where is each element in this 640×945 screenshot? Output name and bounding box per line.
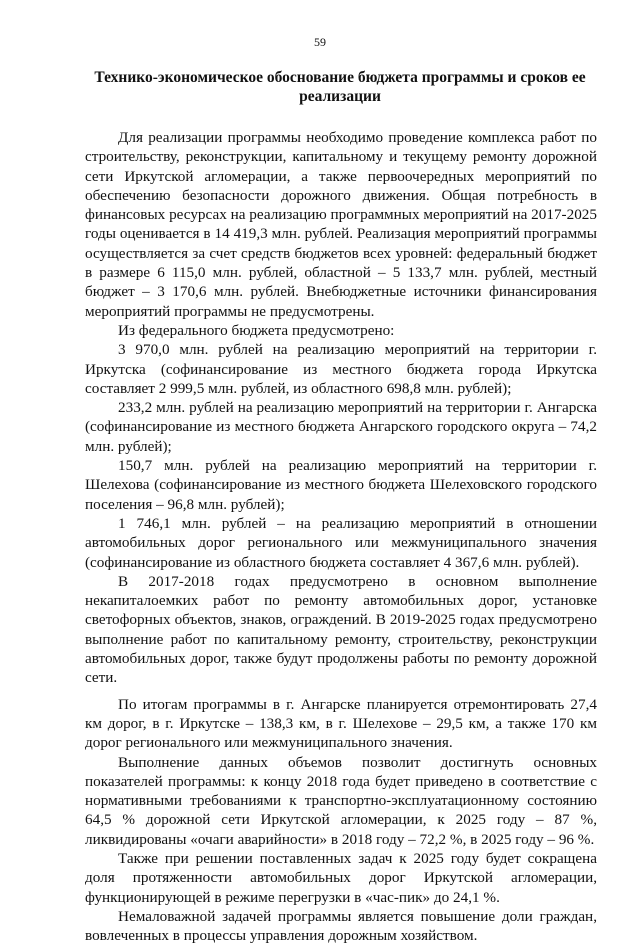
paragraph-angarsk-funding: 233,2 млн. рублей на реализацию мероприятий на территории г. Ангарска (софинансирование из местного бюджета Ангарского городского округа – 74,2 млн. рублей); — [85, 399, 597, 455]
paragraph-irkutsk-funding: 3 970,0 млн. рублей на реализацию мероприятий на территории г. Иркутска (софинансирование из местного бюджета города Иркутска составляет 2 999,5 млн. рублей, из областного 698,8 млн. рублей); — [85, 341, 597, 397]
document-title: Технико-экономическое обоснование бюджета программы и сроков ее реализации — [94, 69, 586, 105]
paragraph-shelekhov-funding: 150,7 млн. рублей на реализацию мероприятий на территории г. Шелехова (софинансирование из местного бюджета Шелеховского городского поселения – 96,8 млн. рублей); — [85, 457, 597, 513]
paragraph-funding-overview: Для реализации программы необходимо проведение комплекса работ по строительству, реконструкции, капитальному и текущему ремонту дорожной сети Иркутской агломерации, а также первоочередных мероприятий по обеспечению безопасности дорожного движения. Общая потребность в финансовых ресурсах на реализацию программных мероприятий на 2017-2025 годы оценивается в 14 419,3 млн. рублей. Реализация мероприятий программы осуществляется за счет средств бюджетов всех уровней: федеральный бюджет в размере 6 115,0 млн. рублей, областной – 5 133,7 млн. рублей, местный бюджет – 3 170,6 млн. рублей. Внебюджетные источники финансирования мероприятий программы не предусмотрены. — [85, 129, 597, 320]
paragraph-work-schedule: В 2017-2018 годах предусмотрено в основном выполнение некапиталоемких работ по ремонту автомобильных дорог, установке светофорных объектов, знаков, ограждений. В 2019-2025 годах предусмотрено выполнение работ по капитальному ремонту, строительству, реконструкции автомобильных дорог, также будут продолжены работы по ремонту дорожной сети. — [85, 572, 597, 687]
paragraph-federal-intro: Из федерального бюджета предусмотрено: — [118, 321, 395, 339]
paragraph-regional-roads-funding: 1 746,1 млн. рублей – на реализацию мероприятий в отношении автомобильных дорог регионального или межмуниципального значения (софинансирование из областного бюджета составляет 4 367,6 млн. рублей). — [85, 514, 597, 571]
paragraph-congestion-reduction: Также при решении поставленных задач к 2025 году будет сокращена доля протяженности автомобильных дорог Иркутской агломерации, функционирующей в режиме перегрузки в «час-пик» до 24,1 %. — [85, 849, 597, 906]
document-body — [85, 128, 597, 945]
paragraph-citizen-involvement: Немаловажной задачей программы является повышение доли граждан, вовлеченных в процессы управления дорожным хозяйством. — [85, 907, 597, 945]
paragraph-target-indicators: Выполнение данных объемов позволит достигнуть основных показателей программы: к концу 2018 года будет приведено в соответствие с нормативными требованиями к транспортно-эксплуатационному состоянию 64,5 % дорожной сети Иркутской агломерации, к 2025 году – 87 %, ликвидированы «очаги аварийности» в 2018 году – 72,2 %, в 2025 году – 96 %. — [85, 753, 597, 848]
paragraph-repair-results: По итогам программы в г. Ангарске планируется отремонтировать 27,4 км дорог, в г. Иркутске – 138,3 км, в г. Шелехове – 29,5 км, а также 170 км дорог регионального или межмуниципального значения. — [85, 695, 597, 752]
page-number: 59 — [314, 35, 326, 49]
